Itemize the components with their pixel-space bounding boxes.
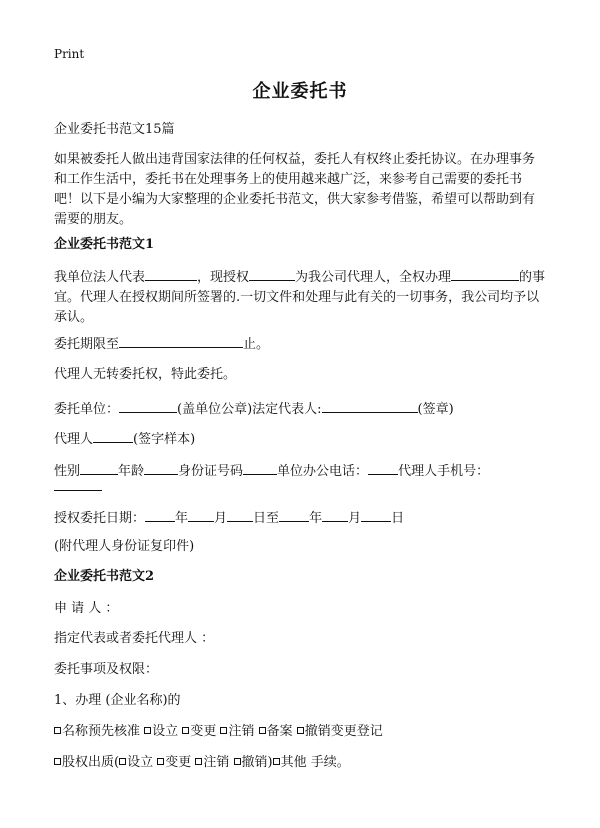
term-end: 止。	[243, 337, 270, 352]
term-line	[54, 333, 269, 354]
gender-blank	[80, 460, 118, 475]
age-label: 年龄	[118, 464, 145, 479]
date-line	[54, 507, 404, 528]
end-month-label: 月	[348, 511, 362, 526]
checkbox-icon[interactable]	[297, 727, 304, 734]
unit-seal-label: (盖单位公章)法定代表人:	[177, 402, 322, 417]
checkbox-row-1	[54, 723, 383, 741]
option-cancel: 注销	[228, 724, 255, 739]
option-record: 备案	[266, 724, 293, 739]
checkbox-icon[interactable]	[273, 758, 280, 765]
attachment-note: (附代理人身份证复印件)	[54, 539, 195, 554]
option-pledge-cancel: 注销	[203, 755, 230, 770]
checkbox-row-2	[54, 754, 350, 772]
option-establish: 设立	[152, 724, 179, 739]
gender-label: 性别	[54, 464, 81, 479]
office-phone-label: 单位办公电话：	[277, 464, 369, 479]
end-day-label: 日	[391, 511, 405, 526]
authorized-person-blank	[249, 266, 295, 281]
auth-text-a: 我单位法人代表	[54, 270, 146, 285]
agent-line	[54, 428, 195, 449]
checkbox-icon[interactable]	[259, 727, 266, 734]
checkbox-icon[interactable]	[234, 758, 241, 765]
checkbox-icon[interactable]	[220, 727, 227, 734]
mobile-label: 代理人手机号：	[398, 464, 490, 479]
start-year-label: 年	[175, 511, 189, 526]
mobile-blank-line	[54, 476, 102, 497]
office-phone-blank	[368, 460, 398, 475]
start-month-label: 月	[214, 511, 228, 526]
end-year-label: 年	[309, 511, 323, 526]
option-pledge-revoke: 撤销)	[241, 755, 273, 770]
scope-line: 委托事项及权限：	[54, 662, 159, 677]
unit-line	[54, 398, 454, 419]
item-1-line: 1、办理 (企业名称)的	[54, 693, 181, 708]
agent-blank	[93, 428, 133, 443]
unit-sign-label: (签章)	[417, 402, 454, 417]
unit-blank	[119, 398, 177, 413]
representative-line: 指定代表或者委托代理人 ：	[54, 631, 215, 646]
matter-blank	[451, 266, 519, 281]
id-label: 身份证号码	[178, 464, 244, 479]
option-revoke-change: 撤销变更登记	[304, 724, 383, 739]
agent-label: 代理人	[54, 432, 94, 447]
mobile-blank	[54, 476, 102, 491]
auth-text-b: ，现授权	[197, 270, 250, 285]
checkbox-icon[interactable]	[182, 727, 189, 734]
no-subdelegation: 代理人无转委托权，特此委托。	[54, 367, 237, 382]
auth-text-c: 为我公司代理人，全权办理	[295, 270, 452, 285]
id-blank	[243, 460, 277, 475]
checkbox-icon[interactable]	[157, 758, 164, 765]
start-year-blank	[145, 507, 175, 522]
checkbox-icon[interactable]	[195, 758, 202, 765]
age-blank	[144, 460, 178, 475]
intro-paragraph: 如果被委托人做出违背国家法律的任何权益，委托人有权终止委托协议。在办理事务和工作生活中，委托书在处理事务上的使用越来越广泛，来参考自己需要的委托书吧！以下是小编为大家整理的企业委托书范文，供大家参考借鉴，希望可以帮助到有需要的朋友。	[54, 152, 536, 227]
start-month-blank	[188, 507, 214, 522]
legal-rep-blank	[145, 266, 197, 281]
option-equity-pledge: 股权出质(	[62, 755, 120, 770]
end-year-blank	[279, 507, 309, 522]
agent-sample-label: (签字样本)	[133, 432, 196, 447]
checkbox-icon[interactable]	[144, 727, 151, 734]
date-label: 授权委托日期：	[54, 511, 146, 526]
checkbox-icon[interactable]	[54, 727, 61, 734]
authorization-paragraph	[54, 266, 546, 328]
option-pledge-establish: 设立	[127, 755, 154, 770]
print-link[interactable]: Print	[54, 47, 85, 61]
option-name-precheck: 名称预先核准	[62, 724, 141, 739]
checkbox-icon[interactable]	[54, 758, 61, 765]
checkbox-icon[interactable]	[119, 758, 126, 765]
subtitle: 企业委托书范文15篇	[54, 122, 175, 137]
option-pledge-change: 变更	[165, 755, 192, 770]
section-2-heading: 企业委托书范文2	[54, 569, 155, 584]
term-label: 委托期限至	[54, 337, 120, 352]
section-1-heading: 企业委托书范文1	[54, 237, 155, 252]
unit-label: 委托单位：	[54, 402, 120, 417]
info-line	[54, 460, 489, 481]
page-title: 企业委托书	[252, 81, 348, 102]
end-month-blank	[322, 507, 348, 522]
term-blank	[119, 333, 243, 348]
auth-text-d: 的事宜。代理人在授权期间所签署的.一切文件和处理与此有关的一切事务，我公司均予以承认。	[54, 270, 546, 325]
applicant-line: 申 请 人 ：	[54, 601, 119, 616]
end-day-blank	[361, 507, 391, 522]
start-day-label: 日至	[253, 511, 280, 526]
start-day-blank	[227, 507, 253, 522]
legal-rep-sign-blank	[322, 398, 418, 413]
option-change: 变更	[190, 724, 217, 739]
option-other: 其他 手续。	[280, 755, 350, 770]
